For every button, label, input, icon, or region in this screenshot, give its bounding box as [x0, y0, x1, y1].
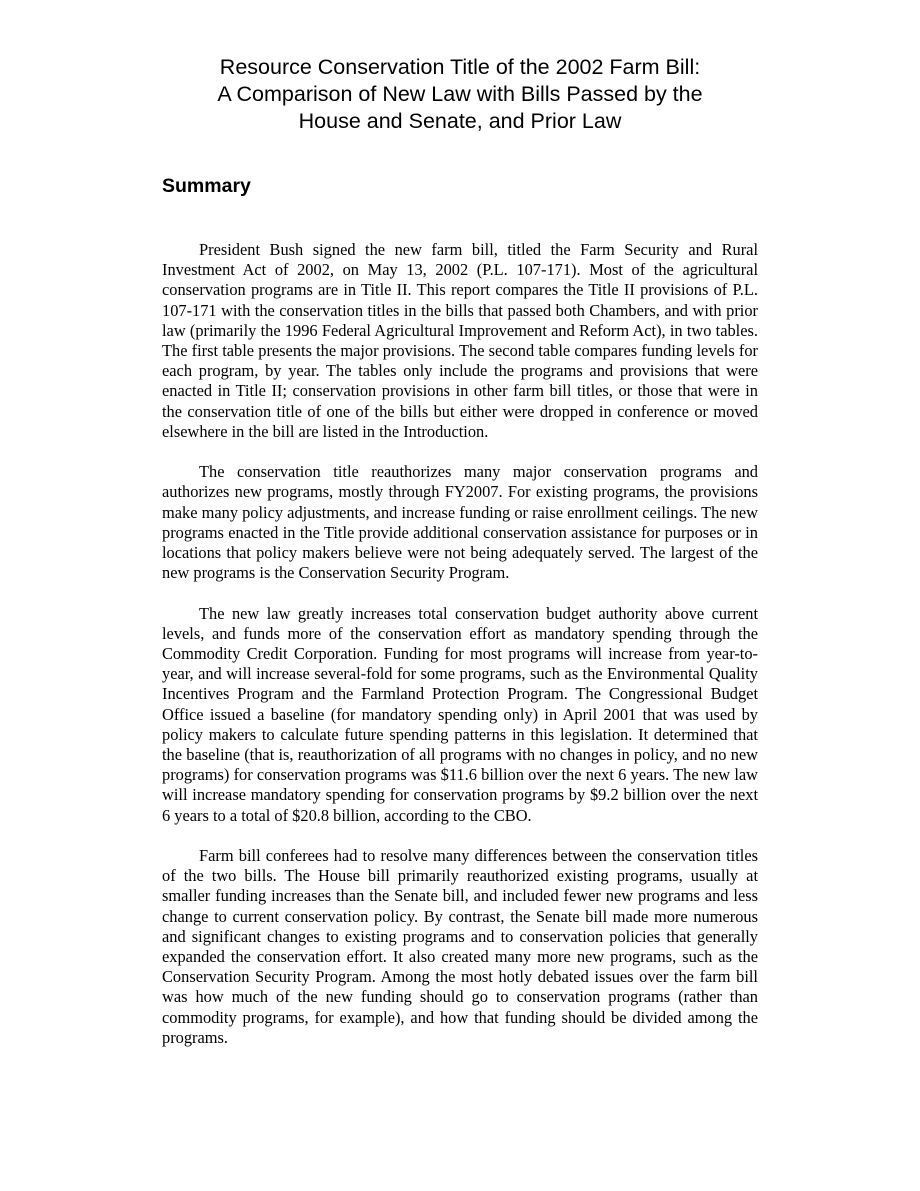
paragraph-2: The conservation title reauthorizes many major conservation programs and authorizes new programs, mostly through FY2007. For existing programs, the provisions make many policy adjustments, and increase funding or raise enrollment ceilings. The new programs enacted in the Title provide additional conservation assistance for purposes or in locations that policy makers believe were not being adequately served. The largest of the new programs is the Conservation Security Program.	[162, 462, 758, 583]
section-heading-summary: Summary	[162, 175, 251, 197]
title-line-2: A Comparison of New Law with Bills Passed by the	[217, 82, 703, 106]
document-title	[162, 54, 758, 135]
document-page	[162, 54, 758, 1047]
title-line-3: House and Senate, and Prior Law	[298, 109, 622, 133]
paragraph-4: Farm bill conferees had to resolve many differences between the conservation titles of the two bills. The House bill primarily reauthorized existing programs, usually at smaller funding increases than the Senate bill, and included fewer new programs and less change to current conservation policy. By contrast, the Senate bill made more numerous and significant changes to existing programs and to conservation policies that generally expanded the conservation effort. It also created many more new programs, such as the Conservation Security Program. Among the most hotly debated issues over the farm bill was how much of the new funding should go to conservation programs (rather than commodity programs, for example), and how that funding should be divided among the programs.	[162, 846, 758, 1047]
paragraph-1: President Bush signed the new farm bill, titled the Farm Security and Rural Investment Act of 2002, on May 13, 2002 (P.L. 107-171). Most of the agricultural conservation programs are in Title II. This report compares the Title II provisions of P.L. 107-171 with the conservation titles in the bills that passed both Chambers, and with prior law (primarily the 1996 Federal Agricultural Improvement and Reform Act), in two tables. The first table presents the major provisions. The second table compares funding levels for each program, by year. The tables only include the programs and provisions that were enacted in Title II; conservation provisions in other farm bill titles, or those that were in the conservation title of one of the bills but either were dropped in conference or moved elsewhere in the bill are listed in the Introduction.	[162, 240, 758, 441]
paragraph-3: The new law greatly increases total conservation budget authority above current levels, and funds more of the conservation effort as mandatory spending through the Commodity Credit Corporation. Funding for most programs will increase from year-to-year, and will increase several-fold for some programs, such as the Environmental Quality Incentives Program and the Farmland Protection Program. The Congressional Budget Office issued a baseline (for mandatory spending only) in April 2001 that was used by policy makers to calculate future spending patterns in this legislation. It determined that the baseline (that is, reauthorization of all programs with no changes in policy, and no new programs) for conservation programs was $11.6 billion over the next 6 years. The new law will increase mandatory spending for conservation programs by $9.2 billion over the next 6 years to a total of $20.8 billion, according to the CBO.	[162, 603, 758, 825]
summary-body	[162, 240, 758, 1068]
title-line-1: Resource Conservation Title of the 2002 Farm Bill:	[219, 55, 701, 79]
